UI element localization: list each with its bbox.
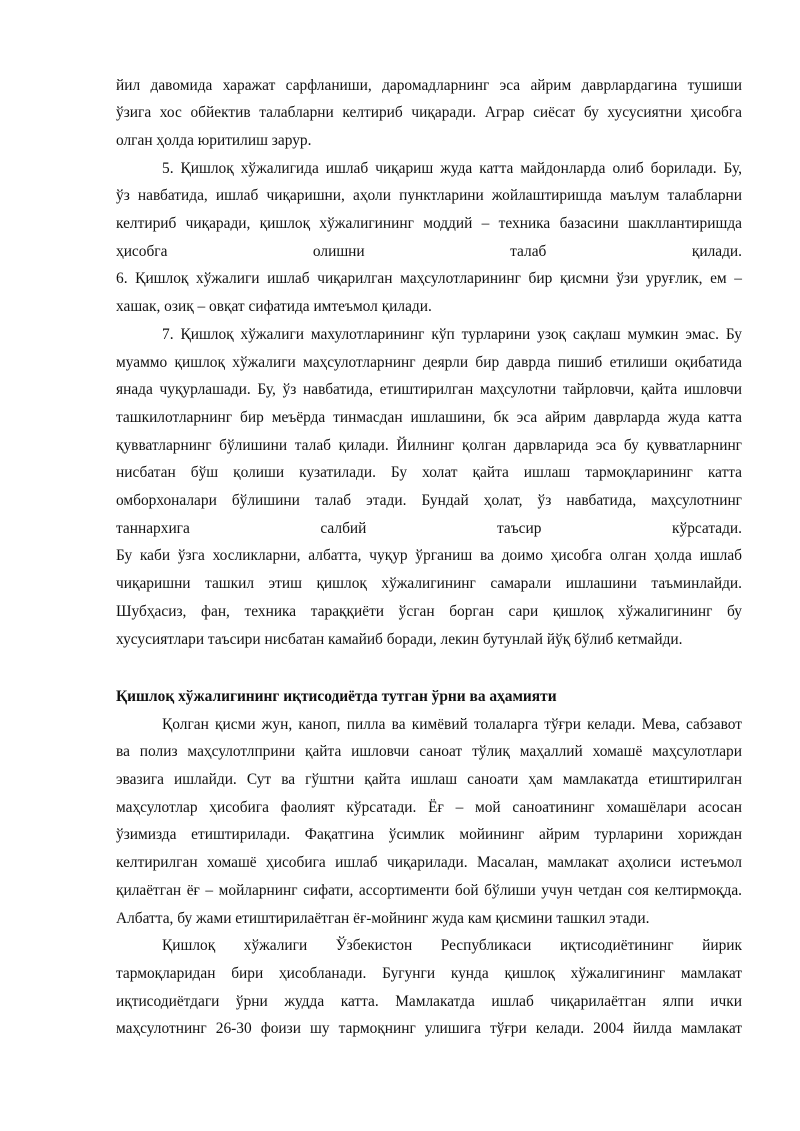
paragraph-line: омборхоналари бўлишини талаб этади. Бундай ҳолат, ўз навбатида, маҳсулотнинг	[116, 492, 742, 509]
paragraph-line: Бу каби ўзга хосликларни, албатта, чуқур ўрганиш ва доимо ҳисобга олган ҳолда ишлаб	[116, 547, 742, 564]
paragraph-line: келтириб чиқаради, қишлоқ хўжалигининг моддий – техника базасини шакллантиришда	[116, 215, 742, 232]
paragraph-line: Қишлоқ хўжалиги Ўзбекистон Республикаси иқтисодиётининг йирик	[162, 937, 742, 954]
paragraph-line: ўз навбатида, ишлаб чиқаришни, аҳоли пунктларини жойлаштиришда маълум талабларни	[116, 187, 742, 204]
paragraph-line: 7. Қишлоқ хўжалиги махулотларининг кўп турларини узоқ сақлаш мумкин эмас. Бу	[162, 326, 742, 343]
paragraph-line: хусусиятлари таъсири нисбатан камайиб боради, лекин бутунлай йўқ бўлиб кетмайди.	[116, 631, 683, 648]
paragraph-line: йил давомида харажат сарфланиши, даромадларнинг эса айрим даврлардагина тушиши	[116, 77, 742, 94]
paragraph-line: олган ҳолда юритилиш зарур.	[116, 132, 312, 149]
paragraph-line: ва полиз маҳсулотлприни қайта ишловчи саноат тўлиқ маҳаллий хомашё маҳсулотлари	[116, 743, 742, 760]
paragraph-line: тармоқларидан бири ҳисобланади. Бугунги кунда қишлоқ хўжалигининг мамлакат	[116, 965, 742, 982]
paragraph-line: Қолган қисми жун, каноп, пилла ва кимёвий толаларга тўғри келади. Мева, сабзавот	[162, 716, 742, 733]
paragraph-line: ўзимизда етиштирилади. Фақатгина ўсимлик мойининг айрим турларини хориждан	[116, 826, 742, 843]
paragraph-line: ҳисобга олишни талаб қилади.	[116, 243, 742, 260]
paragraph-line: чиқаришни ташкил этиш қишлоқ хўжалигининг самарали ишлашини таъминлайди.	[116, 575, 742, 592]
paragraph-line: ўзига хос обйектив талабларни келтириб чиқаради. Аграр сиёсат бу хусусиятни ҳисобга	[116, 104, 742, 121]
paragraph-line: Албатта, бу жами етиштирилаётган ёғ-мойнинг жуда кам қисмини ташкил этади.	[116, 910, 650, 927]
paragraph-line: ташкилотларнинг бир меъёрда тинмасдан ишлашини, бк эса айрим даврларда жуда катта	[116, 409, 742, 426]
paragraph-line: хашак, озиқ – овқат сифатида имтеъмол қилади.	[116, 298, 432, 315]
paragraph-line: Шубҳасиз, фан, техника тараққиёти ўсган борган сари қишлоқ хўжалигининг бу	[116, 603, 742, 620]
paragraph-line: эвазига ишлайди. Сут ва гўштни қайта ишлаш саноати ҳам мамлакатда етиштирилган	[116, 771, 742, 788]
paragraph-line: нисбатан бўш қолиши кузатилади. Бу холат қайта ишлаш тармоқларининг катта	[116, 464, 742, 481]
paragraph-line: янада чуқурлашади. Бу, ўз навбатида, етиштирилган маҳсулотни тайрловчи, қайта ишловчи	[116, 381, 742, 398]
paragraph-line: қилаётган ёғ – мойларнинг сифати, ассортименти бой бўлиши учун четдан соя келтирмоқда.	[116, 882, 742, 899]
paragraph-line: муаммо қишлоқ хўжалиги маҳсулотларнинг деярли бир даврда пишиб етилиши оқибатида	[116, 354, 742, 371]
paragraph-line: маҳсулотлар ҳисобига фаолият кўрсатади. Ёғ – мой саноатининг хомашёлари асосан	[116, 799, 742, 816]
section-heading: Қишлоқ хўжалигининг иқтисодиётда тутган ўрни ва аҳамияти	[116, 688, 557, 705]
paragraph-line: таннархига салбий таъсир кўрсатади.	[116, 520, 742, 537]
paragraph-line: маҳсулотнинг 26-30 фоизи шу тармоқнинг улишига тўғри келади. 2004 йилда мамлакат	[116, 1020, 742, 1037]
paragraph-line: иқтисодиётдаги ўрни жудда катта. Мамлакатда ишлаб чиқарилаётган ялпи ички	[116, 993, 742, 1010]
paragraph-line: қувватларнинг бўлишини талаб қилади. Йилнинг қолган дарвларида эса бу қувватларнинг	[116, 437, 742, 454]
paragraph-line: 5. Қишлоқ хўжалигида ишлаб чиқариш жуда катта майдонларда олиб борилади. Бу,	[162, 160, 742, 177]
paragraph-line: келтирилган хомашё ҳисобига ишлаб чиқарилади. Масалан, мамлакат аҳолиси истеъмол	[116, 854, 742, 871]
paragraph-line: 6. Қишлоқ хўжалиги ишлаб чиқарилган маҳсулотларининг бир қисмни ўзи уруғлик, ем –	[116, 270, 742, 287]
